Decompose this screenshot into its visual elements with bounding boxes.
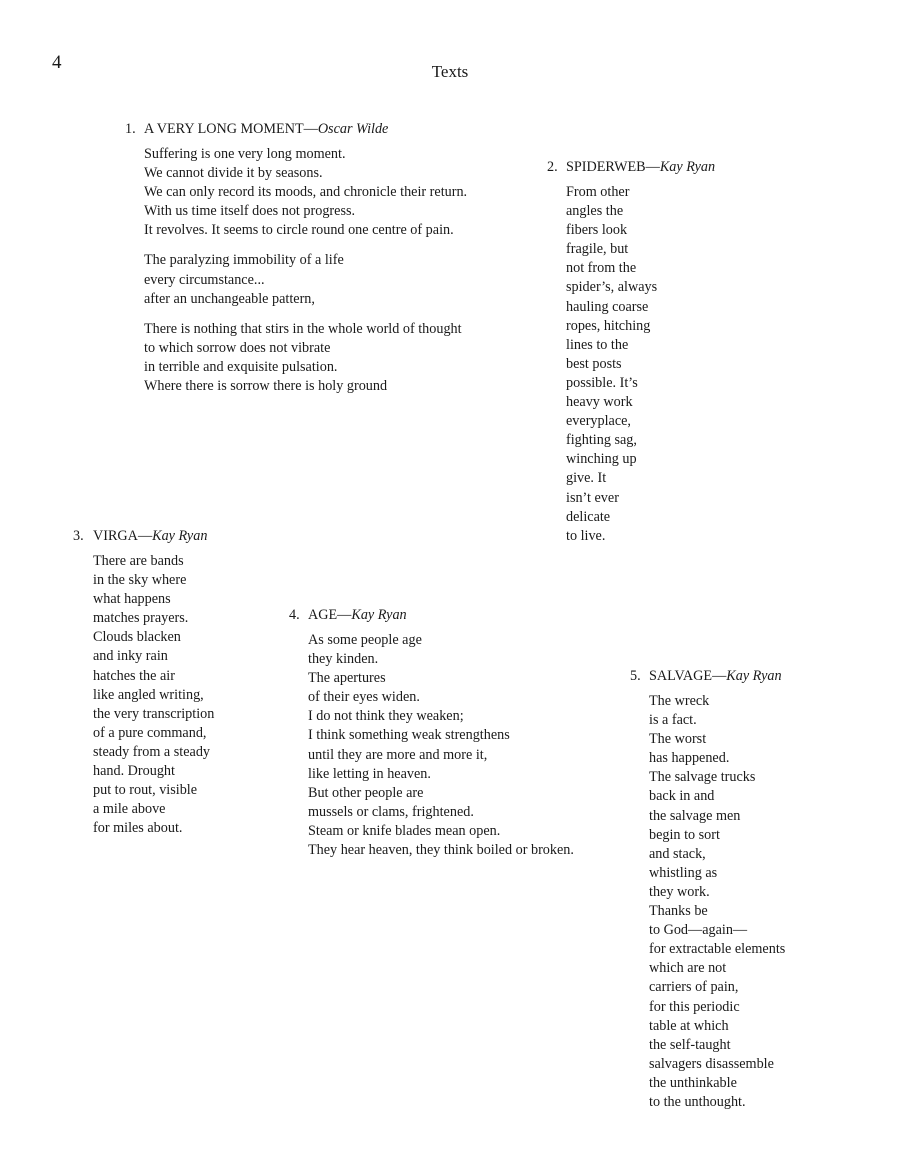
poem-number: 1.: [125, 121, 136, 137]
poem-line: The salvage trucks: [649, 769, 756, 786]
poem-line: back in and: [649, 788, 715, 805]
poem-line: after an unchangeable pattern,: [144, 290, 315, 307]
poem-line: steady from a steady: [93, 743, 211, 760]
poem-line: There is nothing that stirs in the whole world of thought: [144, 320, 462, 337]
poem-line: give. It: [566, 470, 607, 487]
poem-line: angles the: [566, 203, 624, 220]
poem-1: [125, 119, 467, 396]
poem-line: table at which: [649, 1017, 729, 1034]
poem-line: We cannot divide it by seasons.: [144, 165, 323, 182]
page-title: Texts: [431, 62, 469, 81]
poem-number: 5.: [630, 668, 641, 684]
poem-line: winching up: [566, 451, 637, 468]
poem-line: spider’s, always: [566, 279, 658, 296]
poem-line: the salvage men: [649, 807, 741, 824]
poem-line: I do not think they weaken;: [308, 708, 464, 725]
stanza: [93, 552, 214, 838]
poem-body: [566, 183, 715, 546]
poem-line: has happened.: [649, 750, 730, 767]
poem-line: begin to sort: [649, 826, 720, 843]
poem-line: until they are more and more it,: [308, 746, 488, 763]
poem-line: for extractable elements: [649, 941, 786, 958]
poem-heading: [73, 526, 214, 546]
poem-line: heavy work: [566, 394, 633, 411]
poem-line: There are bands: [93, 553, 184, 569]
stanza: [566, 183, 715, 546]
poem-heading: [630, 666, 785, 686]
poem-author: Kay Ryan: [152, 528, 208, 544]
poem-line: the very transcription: [93, 705, 215, 722]
poem-line: in terrible and exquisite pulsation.: [144, 358, 338, 375]
poem-line: whistling as: [649, 864, 718, 881]
poem-line: delicate: [566, 508, 611, 525]
poem-line: the self-taught: [649, 1036, 731, 1053]
title-dash: —: [303, 121, 318, 137]
poem-line: Thanks be: [649, 903, 708, 920]
poem-line: best posts: [566, 355, 622, 372]
poem-line: hatches the air: [93, 667, 175, 684]
poem-line: Steam or knife blades mean open.: [308, 822, 501, 839]
poem-title: SALVAGE: [649, 668, 713, 684]
poem-line: and stack,: [649, 845, 706, 862]
poem-line: I think something weak strengthens: [308, 727, 510, 744]
stanza: [144, 251, 467, 308]
title-dash: —: [712, 668, 727, 684]
title-dash: —: [137, 528, 153, 544]
poem-body: [308, 631, 574, 860]
poem-line: in the sky where: [93, 572, 187, 589]
poem-line: But other people are: [308, 784, 424, 801]
poem-line: for miles about.: [93, 820, 183, 837]
poem-author: Oscar Wilde: [317, 121, 389, 137]
poem-line: mussels or clams, frightened.: [308, 803, 474, 820]
poem-number: 4.: [289, 607, 300, 623]
poem-body: [144, 145, 467, 396]
poem-4: [289, 605, 574, 860]
poem-line: As some people age: [308, 632, 422, 648]
poem-author: Kay Ryan: [351, 607, 407, 623]
poem-line: the unthinkable: [649, 1074, 737, 1091]
poem-line: of a pure command,: [93, 724, 207, 741]
poem-line: fibers look: [566, 222, 628, 239]
poem-2: [547, 157, 715, 546]
poem-line: isn’t ever: [566, 489, 619, 506]
poem-line: to live.: [566, 527, 606, 544]
poem-body: [93, 552, 214, 838]
poem-line: fragile, but: [566, 241, 629, 258]
poem-line: to the unthought.: [649, 1093, 746, 1110]
poem-line: they work.: [649, 883, 710, 900]
poem-line: The wreck: [649, 693, 710, 709]
poem-title: A VERY LONG MOMENT: [144, 121, 304, 137]
poem-3: [73, 526, 214, 838]
poem-line: From other: [566, 184, 630, 200]
poem-line: They hear heaven, they think boiled or broken.: [308, 842, 574, 859]
poem-line: hauling coarse: [566, 298, 649, 315]
poem-line: Clouds blacken: [93, 629, 181, 646]
poem-title: AGE: [308, 607, 338, 623]
poem-line: The apertures: [308, 670, 386, 687]
poem-author: Kay Ryan: [726, 668, 782, 684]
poem-line: We can only record its moods, and chronicle their return.: [144, 184, 468, 201]
poem-line: what happens: [93, 591, 171, 608]
poem-line: lines to the: [566, 336, 629, 353]
poem-line: a mile above: [93, 801, 166, 818]
poem-heading: [547, 157, 715, 177]
poem-author: Kay Ryan: [659, 159, 716, 175]
poem-line: possible. It’s: [566, 374, 638, 391]
poem-line: salvagers disassemble: [649, 1055, 774, 1072]
poem-line: The worst: [649, 731, 707, 748]
title-dash: —: [645, 159, 660, 175]
title-dash: —: [337, 607, 352, 623]
poem-number: 2.: [547, 159, 558, 175]
poem-line: carriers of pain,: [649, 979, 739, 996]
poem-line: which are not: [649, 960, 727, 977]
poem-heading: [125, 119, 467, 139]
poem-5: [630, 666, 785, 1112]
poem-line: for this periodic: [649, 998, 740, 1015]
stanza: [144, 320, 467, 396]
poem-line: Where there is sorrow there is holy ground: [144, 378, 388, 395]
poem-line: of their eyes widen.: [308, 689, 420, 706]
poem-title: VIRGA: [93, 528, 138, 544]
poem-line: fighting sag,: [566, 432, 637, 449]
poem-heading: [289, 605, 574, 625]
poem-title: SPIDERWEB: [566, 159, 646, 175]
poem-line: ropes, hitching: [566, 317, 651, 334]
poem-number: 3.: [73, 528, 84, 544]
poem-line: every circumstance...: [144, 271, 265, 288]
stanza: [649, 692, 785, 1112]
poem-line: not from the: [566, 260, 637, 277]
page-number: 4: [52, 52, 62, 73]
poem-line: and inky rain: [93, 648, 168, 665]
poem-line: The paralyzing immobility of a life: [144, 252, 344, 269]
poem-line: With us time itself does not progress.: [144, 203, 356, 220]
poem-line: like letting in heaven.: [308, 765, 431, 782]
poem-line: Suffering is one very long moment.: [144, 146, 346, 162]
poem-line: It revolves. It seems to circle round one centre of pain.: [144, 222, 454, 239]
poem-line: is a fact.: [649, 712, 697, 729]
poem-line: like angled writing,: [93, 686, 204, 703]
poem-line: hand. Drought: [93, 763, 175, 780]
stanza: [308, 631, 574, 860]
poem-line: to which sorrow does not vibrate: [144, 339, 331, 356]
stanza: [144, 145, 467, 240]
poem-body: [649, 692, 785, 1112]
poem-line: everyplace,: [566, 413, 631, 430]
poem-line: matches prayers.: [93, 610, 189, 627]
poem-line: to God—again—: [649, 922, 748, 939]
poem-line: put to rout, visible: [93, 782, 198, 799]
poem-line: they kinden.: [308, 651, 379, 668]
